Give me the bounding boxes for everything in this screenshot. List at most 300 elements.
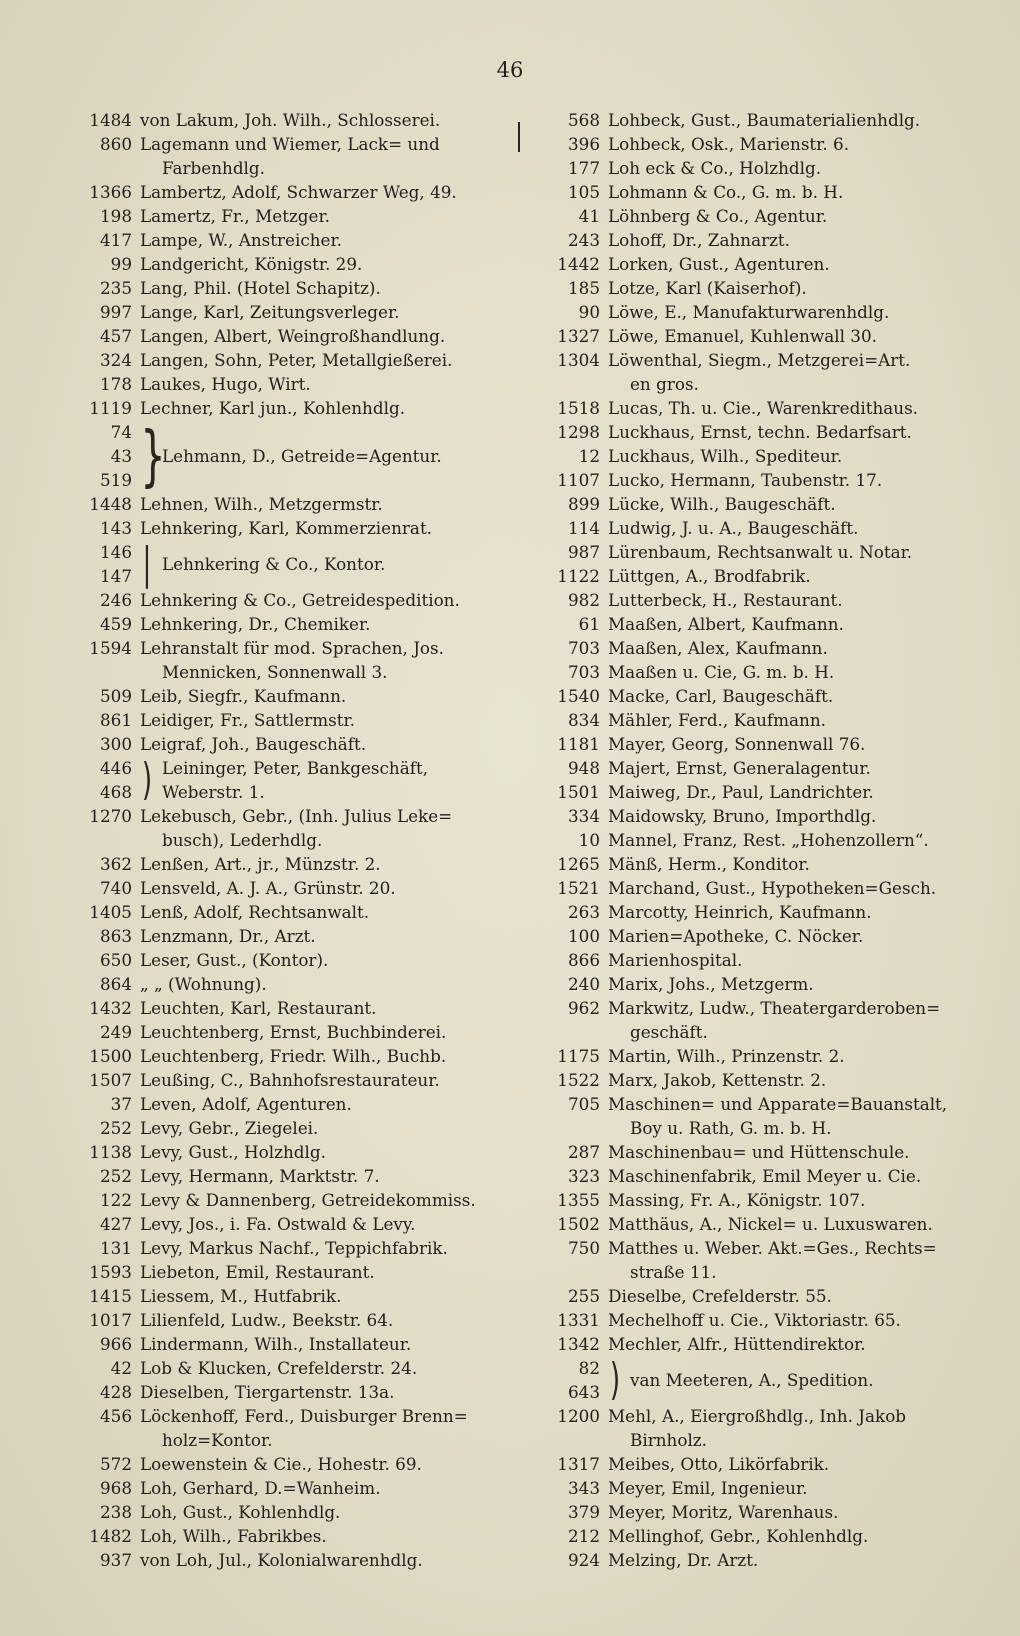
directory-entry (528, 972, 990, 996)
entry-number: 334 (567, 806, 600, 826)
directory-entry (58, 1260, 508, 1284)
directory-entry (528, 1332, 990, 1356)
directory-entry (58, 876, 508, 900)
entry-number: 105 (567, 182, 600, 202)
directory-entry (528, 516, 990, 540)
entry-name: Meyer, Emil, Ingenieur. (608, 1478, 808, 1498)
entry-name: Lechner, Karl jun., Kohlenhdlg. (140, 398, 406, 418)
entry-name: von Lakum, Joh. Wilh., Schlosserei. (140, 110, 441, 130)
directory-entry (528, 660, 990, 684)
directory-entry (528, 204, 990, 228)
entry-continuation: Birnholz. (630, 1430, 707, 1450)
entry-numbers (58, 420, 132, 492)
entry-name: Laukes, Hugo, Wirt. (140, 374, 311, 394)
entry-name: Lampe, W., Anstreicher. (140, 230, 342, 250)
entry-number: 1522 (557, 1070, 600, 1090)
entry-name: Lehnen, Wilh., Metzgermstr. (140, 494, 383, 514)
entry-number: 287 (567, 1142, 600, 1162)
entry-number: 428 (99, 1382, 132, 1402)
directory-entry (528, 1068, 990, 1092)
directory-entry (528, 564, 990, 588)
entry-number: 1502 (557, 1214, 600, 1234)
entry-number: 198 (99, 206, 132, 226)
directory-entry (58, 348, 508, 372)
entry-number: 446 (99, 758, 132, 778)
entry-number: 255 (567, 1286, 600, 1306)
entry-number: 1317 (557, 1454, 600, 1474)
entry-number: 396 (567, 134, 600, 154)
directory-entry (528, 1404, 990, 1452)
entry-number: 74 (110, 422, 132, 442)
entry-number: 834 (567, 710, 600, 730)
entry-name: Marien=Apotheke, C. Nöcker. (608, 926, 864, 946)
entry-name: Lüttgen, A., Brodfabrik. (608, 566, 811, 586)
entry-name: Lensveld, A. J. A., Grünstr. 20. (140, 878, 396, 898)
directory-entry (528, 1236, 990, 1284)
entry-number: 650 (99, 950, 132, 970)
entry-name: Lücke, Wilh., Baugeschäft. (608, 494, 836, 514)
entry-number: 1017 (89, 1310, 132, 1330)
entry-number: 37 (110, 1094, 132, 1114)
directory-entry (58, 228, 508, 252)
directory-entry (528, 1212, 990, 1236)
directory-entry (58, 588, 508, 612)
entry-name: Leuchten, Karl, Restaurant. (140, 998, 377, 1018)
directory-entry (58, 204, 508, 228)
directory-entry (528, 636, 990, 660)
directory-entry (58, 996, 508, 1020)
entry-number: 61 (578, 614, 600, 634)
entry-name: Meyer, Moritz, Warenhaus. (608, 1502, 839, 1522)
entry-number: 143 (99, 518, 132, 538)
directory-entry (58, 948, 508, 972)
directory-entry (528, 876, 990, 900)
directory-entry (528, 804, 990, 828)
entry-number: 468 (99, 782, 132, 802)
entry-number: 1405 (89, 902, 132, 922)
directory-entry (528, 1524, 990, 1548)
entry-continuation: Mennicken, Sonnenwall 3. (162, 662, 388, 682)
directory-entry-group (528, 1356, 990, 1404)
entry-number: 249 (99, 1022, 132, 1042)
entry-number: 1342 (557, 1334, 600, 1354)
entry-name: Mannel, Franz, Rest. „Hohenzollern“. (608, 830, 929, 850)
entry-name: Mayer, Georg, Sonnenwall 76. (608, 734, 866, 754)
directory-entry (58, 1476, 508, 1500)
directory-entry (528, 300, 990, 324)
directory-entry (58, 1308, 508, 1332)
entry-number: 937 (99, 1550, 132, 1570)
entry-name: Lekebusch, Gebr., (Inh. Julius Leke= busch), Lederhdlg. (140, 804, 508, 852)
entry-name: Maiweg, Dr., Paul, Landrichter. (608, 782, 874, 802)
directory-entry (58, 612, 508, 636)
entry-number: 1442 (557, 254, 600, 274)
directory-entry (58, 252, 508, 276)
entry-number: 861 (99, 710, 132, 730)
directory-entry (58, 1212, 508, 1236)
entry-name: Maidowsky, Bruno, Importhdlg. (608, 806, 877, 826)
entry-name: Loh, Wilh., Fabrikbes. (140, 1526, 327, 1546)
directory-entry (58, 396, 508, 420)
directory-entry (528, 948, 990, 972)
entry-name: Liessem, M., Hutfabrik. (140, 1286, 342, 1306)
directory-entry (528, 732, 990, 756)
directory-entry (528, 540, 990, 564)
entry-name: Lagemann und Wiemer, Lack= und Farbenhdlg. (140, 132, 508, 180)
entry-name: Lorken, Gust., Agenturen. (608, 254, 830, 274)
entry-number: 1304 (557, 350, 600, 370)
directory-entry (528, 1044, 990, 1068)
entry-number: 1594 (89, 638, 132, 658)
directory-entry (58, 732, 508, 756)
entry-name: Marchand, Gust., Hypotheken=Gesch. (608, 878, 937, 898)
directory-entry (58, 492, 508, 516)
entry-name: Lange, Karl, Zeitungsverleger. (140, 302, 400, 322)
entry-number: 982 (567, 590, 600, 610)
entry-number: 1265 (557, 854, 600, 874)
entry-name: Leuchtenberg, Friedr. Wilh., Buchb. (140, 1046, 447, 1066)
entry-name: Löwe, Emanuel, Kuhlenwall 30. (608, 326, 877, 346)
entry-name: Lenßen, Art., jr., Münzstr. 2. (140, 854, 381, 874)
entry-name: Maaßen, Albert, Kaufmann. (608, 614, 844, 634)
entry-number: 212 (567, 1526, 600, 1546)
entry-number: 427 (99, 1214, 132, 1234)
entry-number: 703 (567, 662, 600, 682)
entry-number: 1593 (89, 1262, 132, 1282)
entry-name: Maschinen= und Apparate=Bauanstalt, Boy u. Rath, G. m. b. H. (608, 1092, 990, 1140)
directory-entry (528, 828, 990, 852)
entry-number: 1540 (557, 686, 600, 706)
entry-number: 82 (578, 1358, 600, 1378)
entry-number: 1122 (557, 566, 600, 586)
entry-continuation: straße 11. (630, 1262, 717, 1282)
entry-number: 238 (99, 1502, 132, 1522)
entry-name: Lilienfeld, Ludw., Beekstr. 64. (140, 1310, 394, 1330)
entry-name: Mechler, Alfr., Hüttendirektor. (608, 1334, 866, 1354)
directory-entry (528, 1548, 990, 1572)
entry-number: 457 (99, 326, 132, 346)
entry-number: 1415 (89, 1286, 132, 1306)
entry-number: 1484 (89, 110, 132, 130)
entry-name: Lutterbeck, H., Restaurant. (608, 590, 843, 610)
entry-name: Maaßen, Alex, Kaufmann. (608, 638, 828, 658)
directory-entry (528, 756, 990, 780)
entry-name: Langen, Sohn, Peter, Metallgießerei. (140, 350, 453, 370)
directory-entry (58, 1188, 508, 1212)
entry-name: Lotze, Karl (Kaiserhof). (608, 278, 807, 298)
entry-number: 178 (99, 374, 132, 394)
entry-name: Langen, Albert, Weingroßhandlung. (140, 326, 446, 346)
directory-entry (528, 180, 990, 204)
entry-number: 131 (99, 1238, 132, 1258)
directory-entry (58, 1044, 508, 1068)
entry-number: 323 (567, 1166, 600, 1186)
directory-entry (58, 1092, 508, 1116)
entry-name: Lamertz, Fr., Metzger. (140, 206, 330, 226)
entry-number: 1507 (89, 1070, 132, 1090)
entry-name: Löckenhoff, Ferd., Duisburger Brenn= holz=Kontor. (140, 1404, 508, 1452)
entry-name: Leven, Adolf, Agenturen. (140, 1094, 352, 1114)
entry-number: 114 (567, 518, 600, 538)
entry-name: Massing, Fr. A., Königstr. 107. (608, 1190, 866, 1210)
entry-number: 643 (567, 1382, 600, 1402)
entry-name: Loh eck & Co., Holzhdlg. (608, 158, 822, 178)
directory-entry (58, 180, 508, 204)
entry-name: Loewenstein & Cie., Hohestr. 69. (140, 1454, 422, 1474)
entry-name: Löwenthal, Siegm., Metzgerei=Art. en gros. (608, 348, 990, 396)
entry-name: Lohoff, Dr., Zahnarzt. (608, 230, 791, 250)
entry-name: Levy, Jos., i. Fa. Ostwald & Levy. (140, 1214, 416, 1234)
brace-mark: } (140, 417, 166, 494)
directory-entry (58, 372, 508, 396)
entry-continuation: busch), Lederhdlg. (162, 830, 323, 850)
entry-continuation: en gros. (630, 374, 699, 394)
entry-name: Leußing, C., Bahnhofsrestaurateur. (140, 1070, 440, 1090)
directory-entry (58, 972, 508, 996)
entry-number: 41 (578, 206, 600, 226)
entry-number: 243 (567, 230, 600, 250)
directory-entry (528, 1500, 990, 1524)
entry-name: Loh, Gust., Kohlenhdlg. (140, 1502, 341, 1522)
entry-name: Liebeton, Emil, Restaurant. (140, 1262, 375, 1282)
entry-number: 1270 (89, 806, 132, 826)
entry-number: 997 (99, 302, 132, 322)
entry-name: Lambertz, Adolf, Schwarzer Weg, 49. (140, 182, 457, 202)
entry-number: 1119 (89, 398, 132, 418)
entry-number: 1200 (557, 1406, 600, 1426)
entry-name: Leininger, Peter, Bankgeschäft, Weberstr. 1. (162, 758, 434, 802)
directory-entry (58, 1356, 508, 1380)
entry-name: Lehranstalt für mod. Sprachen, Jos. Mennicken, Sonnenwall 3. (140, 636, 508, 684)
entry-number: 362 (99, 854, 132, 874)
entry-name: Lob & Klucken, Crefelderstr. 24. (140, 1358, 418, 1378)
entry-name: Loh, Gerhard, D.=Wanheim. (140, 1478, 381, 1498)
directory-entry (58, 804, 508, 852)
directory-entry-group (58, 417, 508, 494)
entry-name: Levy & Dannenberg, Getreidekommiss. (140, 1190, 476, 1210)
directory-entry (528, 1092, 990, 1140)
entry-name: van Meeteren, A., Spedition. (630, 1370, 874, 1390)
entry-number: 864 (99, 974, 132, 994)
entry-number: 263 (567, 902, 600, 922)
entry-name: Levy, Gust., Holzhdlg. (140, 1142, 326, 1162)
directory-entry (58, 300, 508, 324)
entry-number: 1448 (89, 494, 132, 514)
entry-name: Mehl, A., Eiergroßhdlg., Inh. Jakob Birnholz. (608, 1404, 990, 1452)
directory-entry (58, 1284, 508, 1308)
directory-entry (528, 492, 990, 516)
directory-entry (528, 1308, 990, 1332)
directory-entry (58, 1164, 508, 1188)
directory-entry (58, 1236, 508, 1260)
entry-number: 12 (578, 446, 600, 466)
entry-number: 1500 (89, 1046, 132, 1066)
entry-continuation: holz=Kontor. (162, 1430, 273, 1450)
entry-name: Leuchtenberg, Ernst, Buchbinderei. (140, 1022, 447, 1042)
entry-number: 1366 (89, 182, 132, 202)
entry-name: Lehnkering, Dr., Chemiker. (140, 614, 371, 634)
directory-entry (528, 444, 990, 468)
directory-entry (528, 612, 990, 636)
directory-entry (58, 516, 508, 540)
directory-entry (58, 108, 508, 132)
entry-name: Lehmann, D., Getreide=Agentur. (162, 446, 442, 466)
entry-name: Lucas, Th. u. Cie., Warenkredithaus. (608, 398, 919, 418)
entry-name: Mänß, Herm., Konditor. (608, 854, 810, 874)
entry-number: 1175 (557, 1046, 600, 1066)
entry-number: 860 (99, 134, 132, 154)
entry-name: Matthes u. Weber. Akt.=Ges., Rechts= straße 11. (608, 1236, 990, 1284)
entry-name: Mechelhoff u. Cie., Viktoriastr. 65. (608, 1310, 901, 1330)
entry-numbers (58, 540, 132, 588)
entry-number: 568 (567, 110, 600, 130)
entry-name: Marcotty, Heinrich, Kaufmann. (608, 902, 872, 922)
directory-entry (58, 1332, 508, 1356)
entry-number: 99 (110, 254, 132, 274)
entry-name: Lohbeck, Osk., Marienstr. 6. (608, 134, 850, 154)
directory-entry-group (58, 540, 508, 588)
brace-mark: ) (141, 754, 153, 805)
entry-name: Luckhaus, Ernst, techn. Bedarfsart. (608, 422, 912, 442)
directory-entry (528, 252, 990, 276)
entry-number: 509 (99, 686, 132, 706)
entry-number: 962 (567, 998, 600, 1018)
entry-name: Lohmann & Co., G. m. b. H. (608, 182, 844, 202)
entry-number: 42 (110, 1358, 132, 1378)
directory-entry (58, 1116, 508, 1140)
entry-number: 43 (110, 446, 132, 466)
entry-name: Luckhaus, Wilh., Spediteur. (608, 446, 843, 466)
directory-entry (58, 708, 508, 732)
entry-number: 968 (99, 1478, 132, 1498)
directory-entry (528, 900, 990, 924)
entry-name: Levy, Hermann, Marktstr. 7. (140, 1166, 380, 1186)
entry-number: 1518 (557, 398, 600, 418)
entry-number: 924 (567, 1550, 600, 1570)
entry-number: 866 (567, 950, 600, 970)
right-column (528, 108, 990, 1572)
entry-name: Löhnberg & Co., Agentur. (608, 206, 828, 226)
entry-number: 703 (567, 638, 600, 658)
directory-entry (528, 708, 990, 732)
entry-number: 948 (567, 758, 600, 778)
directory-entry (58, 1380, 508, 1404)
entry-name: Leser, Gust., (Kontor). (140, 950, 329, 970)
entry-number: 1482 (89, 1526, 132, 1546)
entry-name: Ludwig, J. u. A., Baugeschäft. (608, 518, 859, 538)
entry-number: 1327 (557, 326, 600, 346)
directory-entry (58, 636, 508, 684)
entry-number: 343 (567, 1478, 600, 1498)
left-column (58, 108, 508, 1572)
entry-number: 90 (578, 302, 600, 322)
directory-entry (58, 1404, 508, 1452)
entry-number: 1521 (557, 878, 600, 898)
directory-entry (528, 1284, 990, 1308)
entry-name: Lohbeck, Gust., Baumaterialienhdlg. (608, 110, 921, 130)
entry-number: 1331 (557, 1310, 600, 1330)
entry-number: 519 (99, 470, 132, 490)
brace-mark: ) (609, 1354, 621, 1405)
entry-name: „ „ (Wohnung). (140, 974, 267, 994)
entry-name: Melzing, Dr. Arzt. (608, 1550, 759, 1570)
directory-entry (528, 156, 990, 180)
entry-number: 740 (99, 878, 132, 898)
directory-entry (528, 1164, 990, 1188)
directory-entry (58, 1140, 508, 1164)
entry-number: 246 (99, 590, 132, 610)
entry-name: Lenzmann, Dr., Arzt. (140, 926, 316, 946)
directory-entry (528, 420, 990, 444)
directory-entry (528, 228, 990, 252)
entry-name: Mellinghof, Gebr., Kohlenhdlg. (608, 1526, 869, 1546)
entry-name: Marix, Johs., Metzgerm. (608, 974, 814, 994)
entry-number: 235 (99, 278, 132, 298)
entry-name: Matthäus, A., Nickel= u. Luxuswaren. (608, 1214, 933, 1234)
page-number: 46 (496, 58, 524, 82)
entry-name: Lang, Phil. (Hotel Schapitz). (140, 278, 381, 298)
column-divider (518, 122, 520, 152)
entry-number: 300 (99, 734, 132, 754)
directory-entry (528, 1452, 990, 1476)
entry-name: Majert, Ernst, Generalagentur. (608, 758, 871, 778)
directory-entry (58, 900, 508, 924)
directory-entry (528, 780, 990, 804)
entry-name: Maaßen u. Cie, G. m. b. H. (608, 662, 835, 682)
entry-name: Lindermann, Wilh., Installateur. (140, 1334, 412, 1354)
entry-name: Meibes, Otto, Likörfabrik. (608, 1454, 830, 1474)
entry-name: von Loh, Jul., Kolonialwarenhdlg. (140, 1550, 423, 1570)
directory-entry (58, 324, 508, 348)
entry-name: Leib, Siegfr., Kaufmann. (140, 686, 347, 706)
entry-number: 100 (567, 926, 600, 946)
entry-number: 324 (99, 350, 132, 370)
entry-name: Markwitz, Ludw., Theatergarderoben= geschäft. (608, 996, 990, 1044)
directory-entry (58, 852, 508, 876)
directory-entry (58, 684, 508, 708)
directory-entry (528, 324, 990, 348)
entry-number: 1181 (557, 734, 600, 754)
directory-entry (528, 996, 990, 1044)
directory-entry (58, 132, 508, 180)
entry-number: 177 (567, 158, 600, 178)
directory-entry (528, 468, 990, 492)
entry-name: Mähler, Ferd., Kaufmann. (608, 710, 826, 730)
entry-number: 146 (99, 542, 132, 562)
entry-name: Marienhospital. (608, 950, 743, 970)
directory-entry (528, 132, 990, 156)
entry-name: Lürenbaum, Rechtsanwalt u. Notar. (608, 542, 913, 562)
directory-entry (58, 1068, 508, 1092)
entry-name: Martin, Wilh., Prinzenstr. 2. (608, 1046, 845, 1066)
entry-number: 1298 (557, 422, 600, 442)
entry-continuation: geschäft. (630, 1022, 708, 1042)
entry-number: 240 (567, 974, 600, 994)
entry-name: Löwe, E., Manufakturwarenhdlg. (608, 302, 890, 322)
entry-name: Macke, Carl, Baugeschäft. (608, 686, 834, 706)
entry-name: Lenß, Adolf, Rechtsanwalt. (140, 902, 370, 922)
entry-number: 1355 (557, 1190, 600, 1210)
entry-name: Leidiger, Fr., Sattlermstr. (140, 710, 355, 730)
directory-entry (58, 1500, 508, 1524)
entry-number: 966 (99, 1334, 132, 1354)
entry-number: 252 (99, 1166, 132, 1186)
directory-entry (528, 1476, 990, 1500)
directory-entry (528, 1188, 990, 1212)
entry-name: Levy, Gebr., Ziegelei. (140, 1118, 319, 1138)
directory-entry (528, 684, 990, 708)
entry-name: Leigraf, Joh., Baugeschäft. (140, 734, 367, 754)
